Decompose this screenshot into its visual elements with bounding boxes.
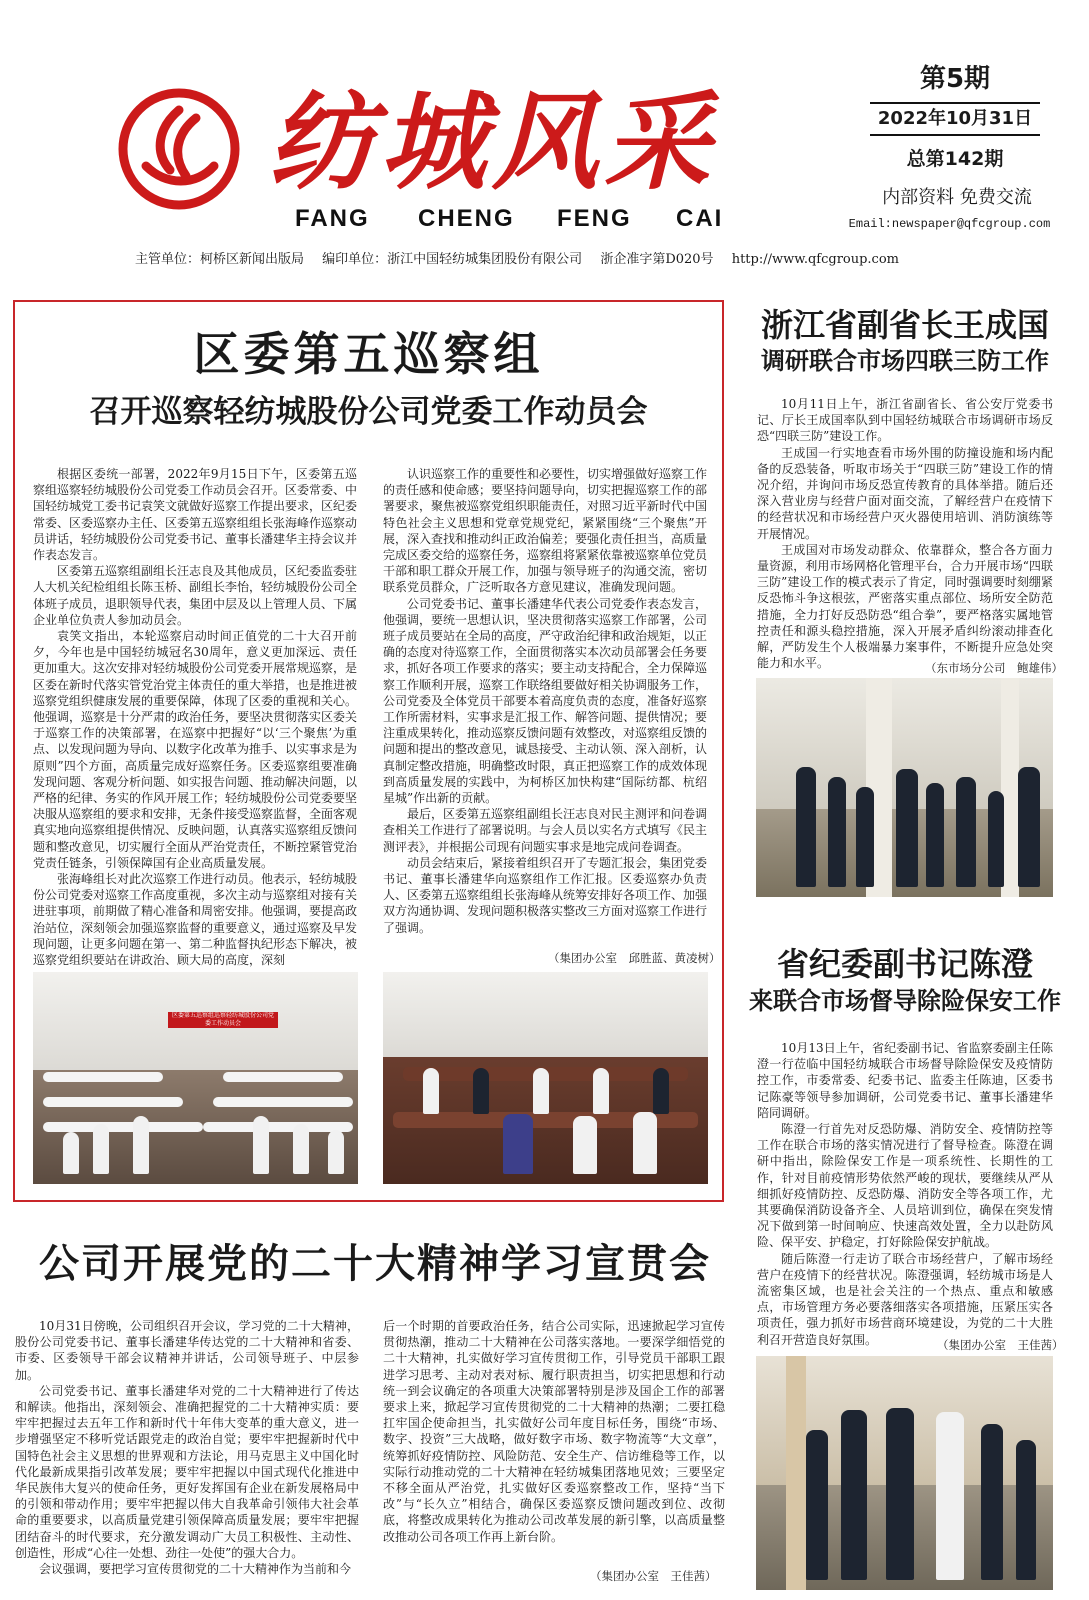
issue-note: 内部资料 免费交流	[882, 187, 1032, 208]
bottom-article-title: 公司开展党的二十大精神学习宣贯会	[39, 1241, 711, 1287]
issue-info	[865, 62, 1045, 172]
right-article2-credit: （集团办公室 王佳茜）	[937, 1338, 1064, 1352]
paragraph: 区委第五巡察组副组长汪志良及其他成员，区纪委监委驻人大机关纪检组组长陈玉桥、副组长李怡，轻纺城股份公司全体班子成员，退职领导代表，集团中层及以上管理人员、下属企业单位负责人参加动员会。	[33, 564, 358, 627]
masthead-pinyin-3: FENG	[557, 205, 632, 232]
meeting-hall-photo	[33, 972, 358, 1184]
publisher-url[interactable]: http://www.qfcgroup.com	[731, 252, 899, 267]
masthead-pinyin-2: CHENG	[418, 205, 515, 232]
paragraph: 王成国一行实地查看市场外围的防撞设施和场内配备的反恐装备，听取市场关于“四联三防”建设工作的情况介绍，并询问市场反恐宣传教育的具体举措。随后还深入营业房与经营户面对面交流，了解经营户在疫情下的经营状况和市场经营户灭火器使用培训、消防演练等开展情况。	[757, 445, 1053, 541]
right-article2-title: 省纪委副书记陈澄	[776, 945, 1033, 983]
paragraph: 张海峰组长对此次巡察工作进行动员。他表示，轻纺城股份公司党委对巡察工作高度重视，多次主动与巡察组对接有关进驻事项，前期做了精心准备和周密安排。他强调，要提高政治站位，深刻领会加强巡察监督的重要意义，通过巡察及早发现问题，让更多问题在第一、第二种监督执纪形态下解决，被巡察党组织要站在讲政治、顾大局的高度，深刻	[33, 872, 358, 968]
masthead-pinyin-1: FANG	[295, 205, 370, 232]
paragraph: 10月11日上午，浙江省副省长、省公安厅党委书记、厅长王成国率队到中国轻纺城联合市场调研市场反恐“四联三防”建设工作。	[757, 397, 1053, 444]
paragraph: 后一个时期的首要政治任务，结合公司实际，迅速掀起学习宣传贯彻热潮，推动二十大精神在公司落实落地。一要深学细悟党的二十大精神，扎实做好学习宣传贯彻工作，引导党员干部职工跟进学习思考、主动对表对标、履行职责担当，切实把思想和行动统一到会议确定的各项重大决策部署特别是涉及国企工作的部署要求上来，掀起学习宣传贯彻党的二十大精神的热潮；二要扛稳扛牢国企使命担当，扎实做好公司年度目标任务，围绕“市场、数字、投资”三大战略，做好数字市场、数字物流等“大文章”，统筹抓好疫情防控、风险防范、安全生产、信访维稳等工作，以实际行动推动党的二十大精神在轻纺城集团落地见效；三要坚定不移全面从严治党，扎实做好区委巡察整改工作，坚持“当下改”与“长久立”相结合，确保区委巡察反馈问题改到位、改彻底，将整改成果转化为推动公司改革发展的新引擎，以高质量整改推动公司各项工作再上新台阶。	[383, 1319, 725, 1544]
publisher-editor: 编印单位：浙江中国轻纺城集团股份有限公司	[322, 252, 583, 267]
bottom-article-col1	[15, 1318, 359, 1596]
paragraph: 10月31日傍晚，公司组织召开会议，学习党的二十大精神，股份公司党委书记、董事长潘建华传达党的二十大精神和省委、市委、区委领导干部会议精神并讲话，公司领导班子、中层参加。	[15, 1319, 359, 1382]
main-article-title: 区委第五巡察组	[193, 327, 544, 381]
paragraph: 陈澄一行首先对反恐防爆、消防安全、疫情防控等工作在联合市场的落实情况进行了督导检查。陈澄在调研中指出，除险保安工作是一项系统性、长期性的工作，针对目前疫情形势依然严峻的现状，要继续从严从细抓好疫情防控、反恐防爆、消防安全等各项工作，尤其要确保消防设备齐全、人员培训到位，确保在突发情况下做到第一时间响应、快速高效处置，全力以赴防风险、保平安、护稳定，打好除险保安护航战。	[757, 1122, 1053, 1250]
main-article-col2	[383, 466, 707, 936]
photo-banner: 区委第五巡察组巡察轻纺城股份公司党委工作动员会	[168, 1012, 278, 1028]
right-article2-subtitle: 来联合市场督导除险保安工作	[749, 987, 1061, 1015]
conference-room-photo	[383, 972, 708, 1184]
paragraph: 会议强调，要把学习宣传贯彻党的二十大精神作为当前和今	[39, 1562, 352, 1577]
paragraph: 公司党委书记、董事长潘建华对党的二十大精神进行了传达和解读。他指出，深刻领会、准确把握党的二十大精神实质：要牢牢把握过去五年工作和新时代十年伟大变革的重大意义，进一步增强坚定不移听党话跟党走的政治自觉；要牢牢把握新时代中国特色社会主义思想的世界观和方法论，用马克思主义中国化时代化最新成果指引改革发展；要牢牢把握以中国式现代化推进中华民族伟大复兴的使命任务，更好发挥国有企业在新发展格局中的引领和带动作用；要牢牢把握以伟大自我革命引领伟大社会革命的重要要求，以高质量党建引领保障高质量发展；要牢牢把握团结奋斗的时代要求，充分激发调动广大员工积极性、主动性、创造性，形成“心往一处想、劲往一处使”的强大合力。	[15, 1383, 359, 1560]
publisher-info	[135, 250, 1015, 270]
paragraph: 公司党委书记、董事长潘建华代表公司党委作表态发言，他强调，要统一思想认识，坚决贯彻落实巡察工作部署，公司班子成员要站在全局的高度，严守政治纪律和政治规矩，以正确的态度对待巡察工作，全面贯彻落实本次动员部署会任务要求，抓好各项工作要求的落实；要主动支持配合，全力保障巡察工作顺利开展，巡察工作联络组要做好相关协调服务工作，公司党委及全体党员干部要本着高度负责的态度，准备好巡察工作所需材料，实事求是汇报工作、解答问题、提供情况；要注重成果转化，推动巡察反馈问题有效整改，对巡察组反馈的问题和提出的整改意见，诚恳接受、主动认领、深入剖析，认真制定整改措施，明确整改时限，真正把巡察工作的成效体现到高质量发展的实践中，为柯桥区加快构建“国际纺都、杭绍星城”作出新的贡献。	[383, 596, 708, 806]
bottom-article-credit: （集团办公室 王佳茜）	[590, 1569, 717, 1583]
paragraph: 根据区委统一部署，2022年9月15日下午，区委第五巡察组巡察轻纺城股份公司党委工作动员会召开。区委常委、中国轻纺城党工委书记袁笑文就做好巡察工作提出要求，区纪委常委、区委巡察办主任、区委第五巡察组组长张海峰作巡察动员讲话，轻纺城股份公司党委书记、董事长潘建华主持会议并作表态发言。	[33, 467, 358, 563]
main-article-credit: （集团办公室 邱胜蓝、黄凌树）	[548, 951, 721, 965]
paragraph: 随后陈澄一行走访了联合市场经营户，了解市场经营户在疫情下的经营状况。陈澄强调，轻纺城市场是人流密集区域，也是社会关注的一个热点、重点和敏感点，市场管理方务必要落细落实各项措施，压紧压实各项责任，强力抓好市场营商环境建设，为党的二十大胜利召开营造良好氛围。	[757, 1251, 1053, 1347]
masthead-title: 纺城风采	[268, 79, 716, 204]
publisher-supervisor: 主管单位：柯桥区新闻出版局	[135, 252, 305, 267]
issue-date: 2022年10月31日	[870, 102, 1040, 136]
paragraph: 10月13日上午，省纪委副书记、省监察委副主任陈澄一行莅临中国轻纺城联合市场督导除险保安及疫情防控工作，市委常委、纪委书记、监委主任陈迪，区委书记陈豪等领导参加调研，公司党委书记、董事长潘建华陪同调研。	[757, 1041, 1053, 1120]
publisher-permit: 浙企准字第D020号	[600, 252, 714, 267]
masthead-logo-icon	[118, 88, 240, 210]
paragraph: 袁笑文指出，本轮巡察启动时间正值党的二十大召开前夕，今年也是中国轻纺城冠名30周年，意义更加深远、责任更加重大。这次安排对轻纺城股份公司党委开展常规巡察，是区委在新时代落实管党治党主体责任的重大举措，也是推进被巡察党组织健康发展的重要保障，体现了区委的重视和关心。他强调，巡察是十分严肃的政治任务，要坚决贯彻落实区委关于巡察工作的决策部署，在巡察中把握好“以‘三个聚焦’为重点、以发现问题为导向、以数字化改革为推手、以实事求是为原则”四个方面，高质量完成好巡察任务。区委巡察组要准确发现问题、客观分析问题、如实报告问题、推动解决问题，以严格的纪律、务实的作风开展工作；轻纺城股份公司党委要坚决服从巡察组的要求和安排，无条件接受巡察监督，全面客观真实地向巡察组提供情况、反映问题，认真落实巡察组反馈问题和整改意见，切实履行全面从严治党责任，不断控紧管党治党责任链条，引领保障国有企业高质量发展。	[33, 629, 358, 870]
paragraph: 认识巡察工作的重要性和必要性，切实增强做好巡察工作的责任感和使命感；要坚持问题导向，切实把握巡察工作的部署要求，聚焦被巡察党组织职能责任，对照习近平新时代中国特色社会主义思想和党章党规党纪，紧紧围绕“三个聚焦”开展，深入查找和推动纠正政治偏差；要强化责任担当，高质量完成区委交给的巡察任务，巡察组将紧紧依靠被巡察单位党员干部和职工群众开展工作，加强与领导班子的沟通交流，密切联系党员群众，广泛听取各方意见建议，准确发现问题。	[383, 467, 708, 595]
main-article-subtitle: 召开巡察轻纺城股份公司党委工作动员会	[89, 394, 648, 430]
masthead-pinyin-4: CAI	[676, 205, 724, 232]
issue-total: 总第142期	[906, 148, 1004, 170]
issue-number: 第5期	[919, 64, 991, 94]
paragraph: 动员会结束后，紧接着组织召开了专题汇报会，集团党委书记、董事长潘建华向巡察组作工作汇报。区委巡察办负责人、区委第五巡察组组长张海峰从统筹安排好各项工作、加强双方沟通协调、发现问题积极落实整改三方面对巡察工作进行了强调。	[383, 855, 708, 935]
paragraph: 最后，区委第五巡察组副组长汪志良对民主测评和问卷调查相关工作进行了部署说明。与会人员以实名方式填写《民主测评表》，并根据公司现有问题实事求是地完成问卷调查。	[383, 807, 708, 854]
bottom-article-col2	[383, 1318, 725, 1562]
right-article1-credit: （东市场分公司 鲍雄伟）	[925, 661, 1063, 675]
market-inspection-photo	[756, 678, 1053, 897]
paragraph: 王成国对市场发动群众、依靠群众，整合各方面力量资源，利用市场网格化管理平台，合力开展市场“四联三防”建设工作的模式表示了肯定，同时强调要时刻绷紧反恐怖斗争这根弦，严密落实重点部位、场所安全防范措施，全力打好反恐防恐“组合拳”，要严格落实属地管控责任和源头稳控措施，深入开展矛盾纠纷滚动排查化解，严防发生个人极端暴力案事件，不断提升应急处突能力和水平。	[757, 542, 1053, 671]
main-article-col1	[33, 466, 357, 968]
market-visit-photo	[756, 1356, 1053, 1590]
issue-email: Email:newspaper@qfcgroup.com	[848, 217, 1051, 231]
right-article1-title: 浙江省副省长王成国	[760, 306, 1049, 344]
right-article1-subtitle: 调研联合市场四联三防工作	[761, 347, 1049, 375]
